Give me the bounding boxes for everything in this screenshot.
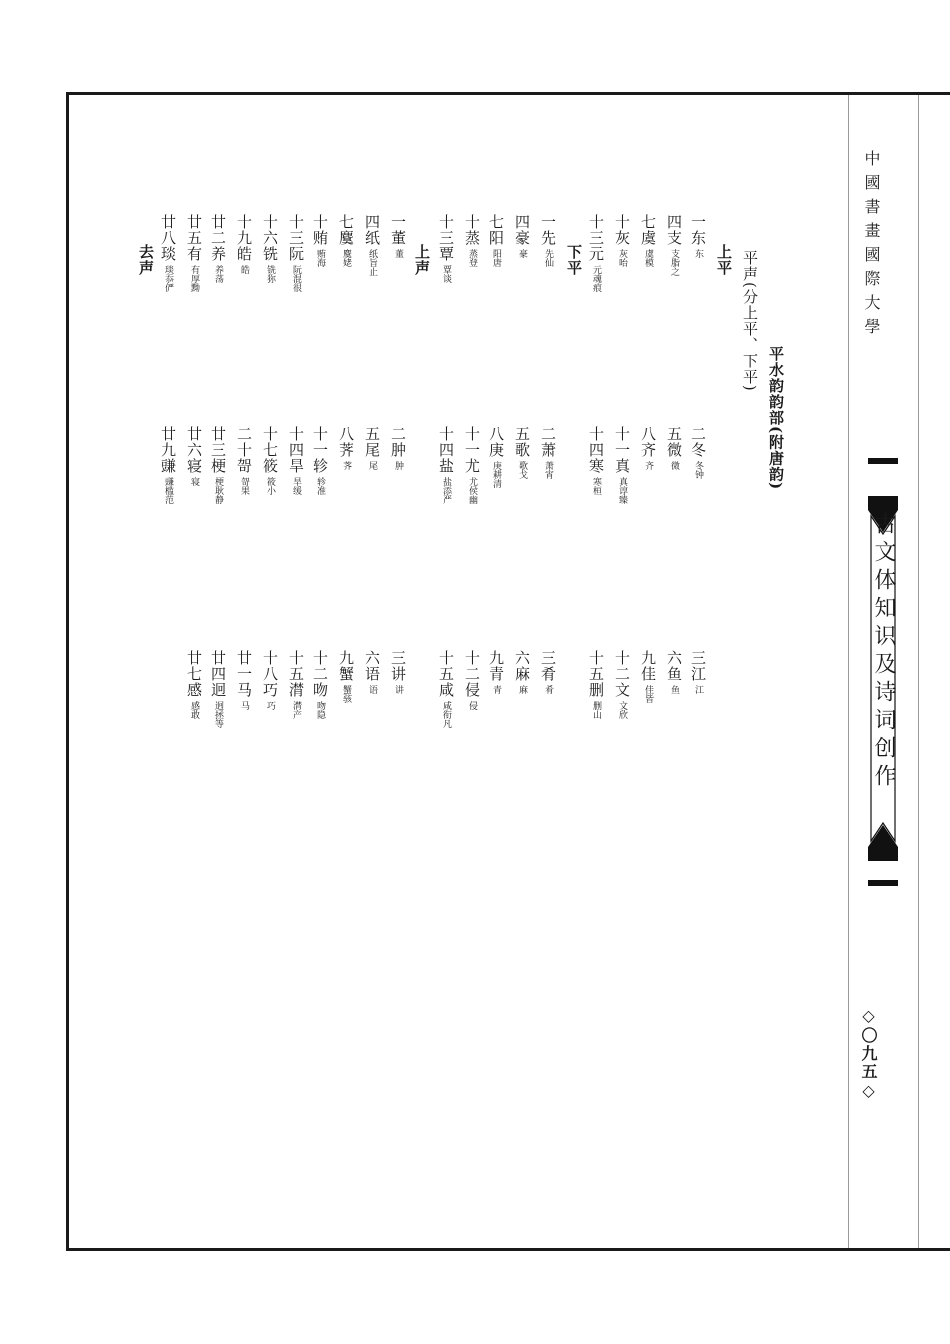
rhyme-entry: 十三阮阮混很	[287, 214, 305, 292]
rhyme-entry: 十三覃覃谈	[437, 214, 455, 283]
rhyme-entry: 四纸纸旨止	[363, 214, 381, 276]
rhyme-entry: 十二文文欣	[613, 650, 631, 719]
rhyme-entry: 十五删删山	[587, 650, 605, 719]
rhyme-entry: 六语语	[363, 650, 381, 694]
rhyme-entry: 九蟹蟹骇	[337, 650, 355, 703]
rhyme-entry: 廿四迥迥拯等	[209, 650, 227, 728]
rhyme-entry: 廿八琰琰忝俨	[159, 214, 177, 292]
rhyme-entry: 十四旱旱缓	[287, 426, 305, 495]
rhyme-entry: 一东东	[689, 214, 707, 258]
table-title: 平水韵韵部(附唐韵)	[767, 346, 785, 491]
rhyme-entry: 九佳佳皆	[639, 650, 657, 703]
rhyme-entry: 二冬冬钟	[689, 426, 707, 479]
rhyme-entry: 七麌麌姥	[337, 214, 355, 267]
rhyme-entry: 六麻麻	[513, 650, 531, 694]
margin-rule-right	[918, 95, 919, 1248]
rhyme-entry: 十六铣铣狝	[261, 214, 279, 283]
rhyme-entry: 七虞虞模	[639, 214, 657, 267]
rhyme-entry: 一董董	[389, 214, 407, 258]
book-title: 古文体知识及诗词创作	[871, 512, 896, 792]
rhyme-entry: 十二侵侵	[463, 650, 481, 710]
section-heading-shangping: 上平	[715, 244, 733, 276]
rhyme-entry: 七阳阳唐	[487, 214, 505, 267]
rhyme-entry: 二肿肿	[389, 426, 407, 470]
table-subtitle: 平声(分上平、下平)	[741, 250, 759, 392]
rhyme-entry: 三江江	[689, 650, 707, 694]
section-heading-qusheng: 去声	[137, 244, 155, 276]
section-heading-shangsheng: 上声	[413, 244, 431, 276]
page-number: ◇〇九五◇	[859, 1006, 878, 1102]
rhyme-entry: 一先先仙	[539, 214, 557, 267]
rhyme-entry: 十二吻吻隐	[311, 650, 329, 719]
rhyme-entry: 廿三梗梗耿静	[209, 426, 227, 504]
rhyme-entry: 十一尤尤侯幽	[463, 426, 481, 504]
banner-bottom-bar	[868, 880, 898, 886]
rhyme-entry: 十一真真谆臻	[613, 426, 631, 504]
rhyme-entry: 二十哿哿果	[235, 426, 253, 495]
rhyme-entry: 廿一马马	[235, 650, 253, 710]
rhyme-entry: 十四盐盐添严	[437, 426, 455, 504]
rhyme-entry: 廿五有有厚黝	[185, 214, 203, 292]
school-name: 中國書畫國際大學	[862, 150, 881, 342]
rhyme-entry: 五歌歌戈	[513, 426, 531, 479]
rhyme-entry: 十贿贿海	[311, 214, 329, 267]
section-heading-xiaping: 下平	[565, 244, 583, 276]
banner-top-bar	[868, 458, 898, 464]
rhyme-entry: 四豪豪	[513, 214, 531, 258]
rhyme-entry: 十五咸咸衔凡	[437, 650, 455, 728]
rhyme-entry: 八庚庚耕清	[487, 426, 505, 488]
rhyme-entry: 廿二养养荡	[209, 214, 227, 283]
rhyme-entry: 十七筱筱小	[261, 426, 279, 495]
rhyme-entry: 五微微	[665, 426, 683, 470]
rhyme-entry: 廿九豏豏槛范	[159, 426, 177, 504]
rhyme-entry: 十五潸潸产	[287, 650, 305, 719]
rhyme-entry: 十三元元魂痕	[587, 214, 605, 292]
rhyme-entry: 六鱼鱼	[665, 650, 683, 694]
rhyme-entry: 三肴肴	[539, 650, 557, 694]
rhyme-entry: 十四寒寒桓	[587, 426, 605, 495]
rhyme-entry: 十九皓皓	[235, 214, 253, 274]
rhyme-entry: 八荠荠	[337, 426, 355, 470]
rhyme-entry: 二萧萧宵	[539, 426, 557, 479]
rhyme-entry: 四支支脂之	[665, 214, 683, 276]
rhyme-entry: 十蒸蒸登	[463, 214, 481, 267]
rhyme-entry: 十八巧巧	[261, 650, 279, 710]
rhyme-entry: 九青青	[487, 650, 505, 694]
rhyme-entry: 廿七感感敢	[185, 650, 203, 719]
margin-rule-left	[848, 95, 849, 1248]
rhyme-entry: 十一轸轸准	[311, 426, 329, 495]
rhyme-entry: 五尾尾	[363, 426, 381, 470]
rhyme-entry: 八齐齐	[639, 426, 657, 470]
rhyme-entry: 十灰灰咍	[613, 214, 631, 267]
rhyme-entry: 廿六寝寝	[185, 426, 203, 486]
rhyme-entry: 三讲讲	[389, 650, 407, 694]
